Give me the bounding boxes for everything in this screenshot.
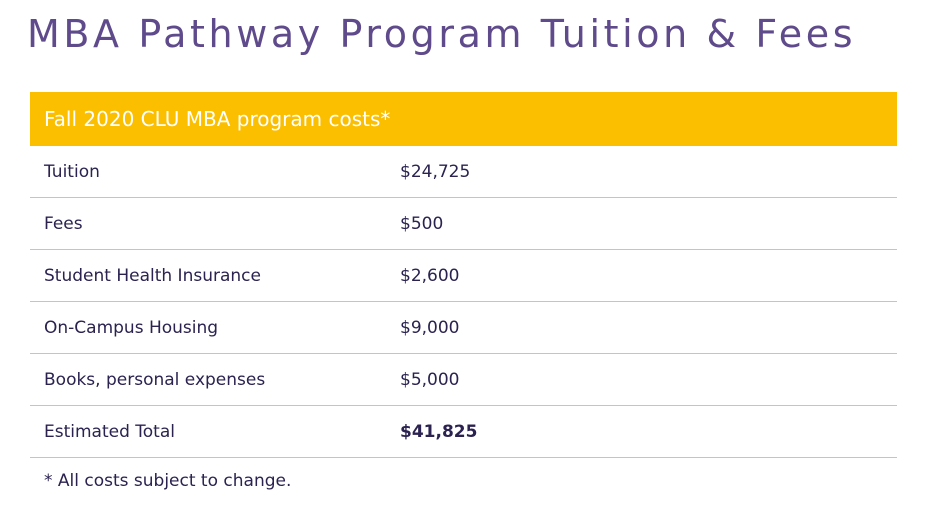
- row-label: On-Campus Housing: [44, 318, 219, 338]
- costs-table: [30, 92, 897, 458]
- table-row-total: [30, 406, 897, 458]
- table-row-health-insurance: [30, 250, 897, 302]
- row-label: Fees: [44, 214, 83, 234]
- row-label: Tuition: [44, 162, 100, 182]
- row-value: $2,600: [400, 266, 460, 286]
- row-value: $5,000: [400, 370, 460, 390]
- row-label: Books, personal expenses: [44, 370, 266, 390]
- table-row-housing: [30, 302, 897, 354]
- row-value: $500: [400, 214, 444, 234]
- table-row-fees: [30, 198, 897, 250]
- row-value: $9,000: [400, 318, 460, 338]
- table-row-books: [30, 354, 897, 406]
- footnote: * All costs subject to change.: [44, 471, 292, 491]
- row-label: Student Health Insurance: [44, 266, 261, 286]
- table-header: Fall 2020 CLU MBA program costs*: [30, 92, 897, 146]
- row-value: $24,725: [400, 162, 471, 182]
- table-row-tuition: [30, 146, 897, 198]
- row-label: Estimated Total: [44, 422, 175, 442]
- table-body: [30, 146, 897, 458]
- total-value: $41,825: [400, 422, 478, 442]
- page-title: MBA Pathway Program Tuition & Fees: [27, 12, 857, 56]
